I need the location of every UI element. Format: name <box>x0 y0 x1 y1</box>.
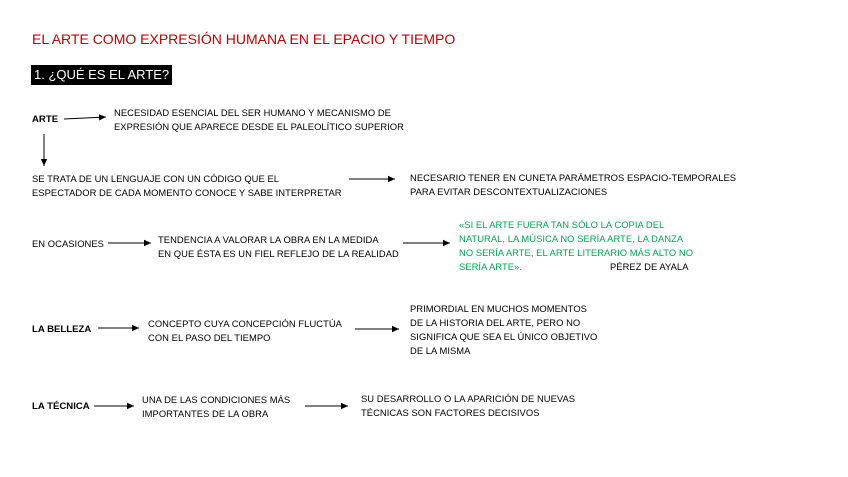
belleza-line-1: CONCEPTO CUYA CONCEPCIÓN FLUCTÚA <box>148 318 342 329</box>
quote-author: PÉREZ DE AYALA <box>610 261 689 272</box>
lenguaje-line-2: ESPECTADOR DE CADA MOMENTO CONOCE Y SABE INTERPRETAR <box>32 187 342 198</box>
tecnica-result-line-1: SU DESARROLLO O LA APARICIÓN DE NUEVAS <box>361 393 576 404</box>
label-la-tecnica: LA TÉCNICA <box>32 401 90 412</box>
lenguaje-result-line-1: NECESARIO TENER EN CUNETA PARÁMETROS ESPACIO-TEMPORALES <box>410 172 737 183</box>
belleza-line-2: CON EL PASO DEL TIEMPO <box>148 332 271 343</box>
label-la-belleza: LA BELLEZA <box>32 324 92 335</box>
section-heading: 1. ¿QUÉ ES EL ARTE? <box>31 65 172 85</box>
tecnica-line-2: IMPORTANTES DE LA OBRA <box>142 408 269 419</box>
lenguaje-line-1: SE TRATA DE UN LENGUAJE CON UN CÓDIGO QUE EL <box>32 173 280 184</box>
arte-definition-line-1: NECESIDAD ESENCIAL DEL SER HUMANO Y MECANISMO DE <box>114 107 391 118</box>
tecnica-line-1: UNA DE LAS CONDICIONES MÁS <box>142 394 291 405</box>
arrow-arte-definition <box>64 117 106 119</box>
lenguaje-result-line-2: PARA EVITAR DESCONTEXTUALIZACIONES <box>410 186 608 197</box>
belleza-result-line-1: PRIMORDIAL EN MUCHOS MOMENTOS <box>410 303 587 314</box>
label-en-ocasiones: EN OCASIONES <box>32 238 104 249</box>
tecnica-result-line-2: TÉCNICAS SON FACTORES DECISIVOS <box>361 407 540 418</box>
ocasiones-line-1: TENDENCIA A VALORAR LA OBRA EN LA MEDIDA <box>158 234 379 245</box>
quote-line-4: SERÍA ARTE». <box>459 261 522 272</box>
quote-line-2: NATURAL, LA MÚSICA NO SERÍA ARTE, LA DANZA <box>459 233 684 244</box>
quote-line-3: NO SERÍA ARTE, EL ARTE LITERARIO MÁS ALTO NO <box>459 247 694 258</box>
document-title: EL ARTE COMO EXPRESIÓN HUMANA EN EL EPACIO Y TIEMPO <box>32 31 456 47</box>
arte-definition-line-2: EXPRESIÓN QUE APARECE DESDE EL PALEOLÍTICO SUPERIOR <box>114 121 404 132</box>
belleza-result-line-4: DE LA MISMA <box>410 345 471 356</box>
belleza-result-line-2: DE LA HISTORIA DEL ARTE, PERO NO <box>410 317 581 328</box>
quote-line-1: «SI EL ARTE FUERA TAN SÓLO LA COPIA DEL <box>459 219 665 230</box>
belleza-result-line-3: SIGNIFICA QUE SEA EL ÚNICO OBJETIVO <box>410 331 598 342</box>
label-arte: ARTE <box>32 114 59 125</box>
ocasiones-line-2: EN QUE ÉSTA ES UN FIEL REFLEJO DE LA REALIDAD <box>158 248 399 259</box>
